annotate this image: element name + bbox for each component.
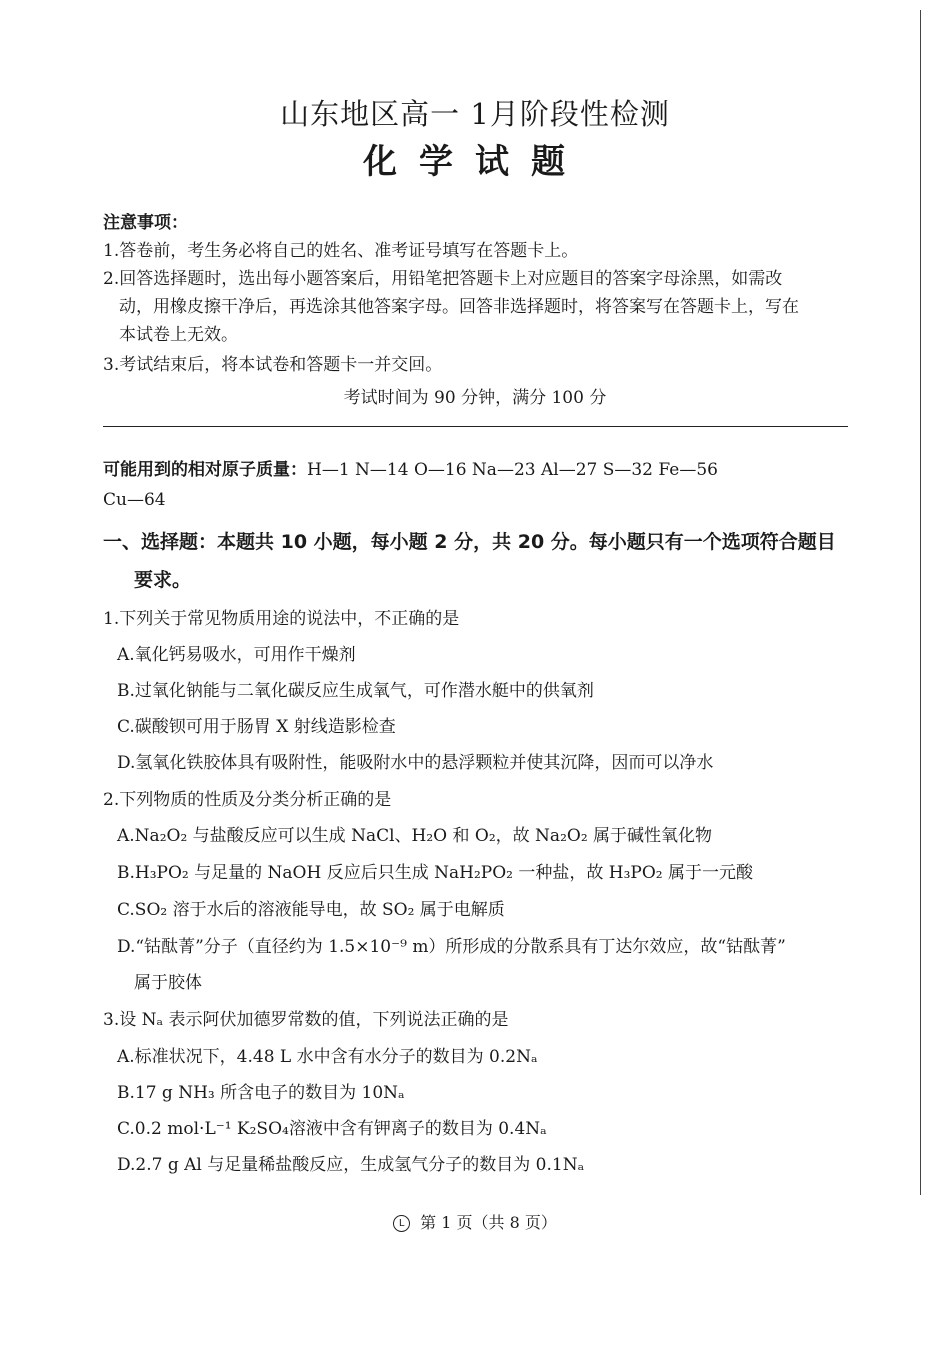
- notice-item-1: 1.答卷前，考生务必将自己的姓名、准考证号填写在答题卡上。: [103, 241, 579, 261]
- notice-item-2-line-2: 动，用橡皮擦干净后，再选涂其他答案字母。回答非选择题时，将答案写在答题卡上，写在: [119, 297, 799, 317]
- q2-option-d-cont: 属于胶体: [134, 973, 202, 993]
- q1-option-b: B.过氧化钠能与二氧化碳反应生成氧气，可作潜水艇中的供氧剂: [117, 681, 594, 701]
- q2-option-c: C.SO₂ 溶于水后的溶液能导电，故 SO₂ 属于电解质: [117, 900, 505, 920]
- q3-option-d: D.2.7 g Al 与足量稀盐酸反应，生成氢气分子的数目为 0.1Nₐ: [117, 1155, 585, 1175]
- divider-line: [103, 426, 848, 427]
- exam-subtitle: 山东地区高一 1月阶段性检测: [280, 97, 670, 131]
- q1-option-c: C.碳酸钡可用于肠胃 X 射线造影检查: [117, 717, 396, 737]
- q3-option-a: A.标准状况下，4.48 L 水中含有水分子的数目为 0.2Nₐ: [117, 1047, 538, 1067]
- q3-option-c: C.0.2 mol·L⁻¹ K₂SO₄溶液中含有钾离子的数目为 0.4Nₐ: [117, 1119, 547, 1139]
- q2-option-d: D.“钴酞菁”分子（直径约为 1.5×10⁻⁹ m）所形成的分散系具有丁达尔效应，故“钴酞菁”: [117, 937, 786, 957]
- page-footer: [0, 1210, 950, 1233]
- q1-stem: 1.下列关于常见物质用途的说法中，不正确的是: [103, 609, 460, 629]
- atomic-mass-row: [103, 455, 718, 480]
- notice-item-2-line-1: 2.回答选择题时，选出每小题答案后，用铅笔把答题卡上对应题目的答案字母涂黑，如需改: [103, 269, 783, 289]
- version-mark-icon: L: [393, 1215, 410, 1232]
- q2-option-b: B.H₃PO₂ 与足量的 NaOH 反应后只生成 NaH₂PO₂ 一种盐，故 H₃PO₂ 属于一元酸: [117, 863, 753, 883]
- q3-stem: 3.设 Nₐ 表示阿伏加德罗常数的值，下列说法正确的是: [103, 1010, 509, 1030]
- q2-stem: 2.下列物质的性质及分类分析正确的是: [103, 790, 392, 810]
- notice-item-3: 3.考试结束后，将本试卷和答题卡一并交回。: [103, 355, 443, 375]
- notice-item-2-line-3: 本试卷上无效。: [119, 325, 238, 345]
- exam-title: 化学试题: [363, 142, 587, 182]
- q1-option-a: A.氧化钙易吸水，可用作干燥剂: [117, 645, 356, 665]
- q1-option-d: D.氢氧化铁胶体具有吸附性，能吸附水中的悬浮颗粒并使其沉降，因而可以净水: [117, 753, 714, 773]
- section-1-heading: 一、选择题：本题共 10 小题，每小题 2 分，共 20 分。每小题只有一个选项符合题目: [103, 531, 836, 553]
- notice-heading: 注意事项：: [103, 213, 188, 233]
- atomic-mass-label: 可能用到的相对原子质量：: [103, 460, 307, 480]
- section-1-heading-cont: 要求。: [134, 569, 192, 591]
- atomic-mass-values-2: Cu—64: [103, 490, 166, 510]
- q3-option-b: B.17 g NH₃ 所含电子的数目为 10Nₐ: [117, 1083, 405, 1103]
- page-edge-line: [920, 10, 921, 1195]
- page-number: 第 1 页（共 8 页）: [420, 1213, 557, 1232]
- atomic-mass-values: H—1 N—14 O—16 Na—23 Al—27 S—32 Fe—56: [307, 460, 718, 480]
- exam-time: 考试时间为 90 分钟，满分 100 分: [343, 388, 607, 408]
- q2-option-a: A.Na₂O₂ 与盐酸反应可以生成 NaCl、H₂O 和 O₂，故 Na₂O₂ 属于碱性氧化物: [117, 826, 713, 846]
